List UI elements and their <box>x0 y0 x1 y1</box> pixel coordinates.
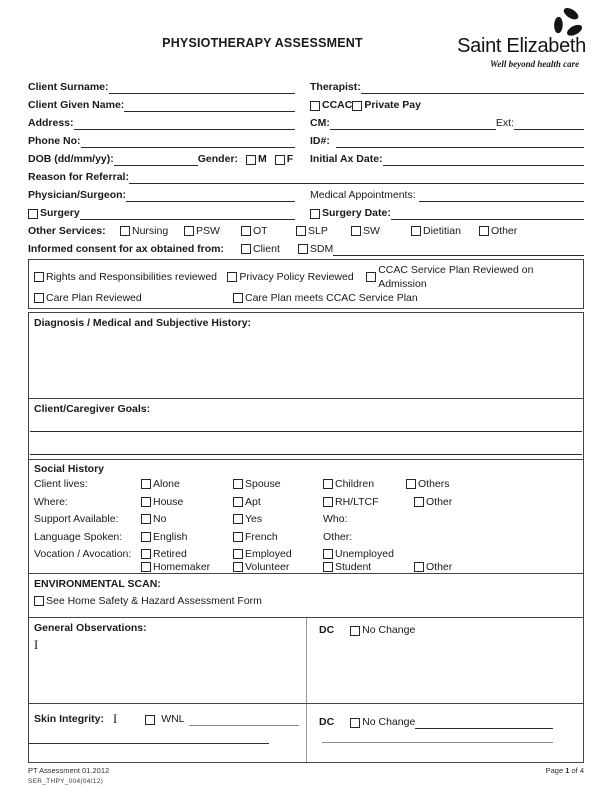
sw-label: SW <box>363 225 380 237</box>
alone-option <box>141 478 233 491</box>
skin-no-change-checkbox[interactable] <box>350 718 360 728</box>
service-dietitian-option <box>411 225 479 238</box>
general-observations-section <box>29 617 583 703</box>
review-row-2 <box>34 291 578 305</box>
id-label: ID#: <box>310 135 330 147</box>
rh-ltcf-label: RH/LTCF <box>335 495 379 508</box>
row-phone-id <box>28 130 584 148</box>
house-checkbox[interactable] <box>141 497 151 507</box>
ccac-service-plan-checkbox[interactable] <box>366 272 376 282</box>
reason-for-referral-field[interactable] <box>129 183 584 184</box>
psw-checkbox[interactable] <box>184 226 194 236</box>
where-row <box>34 496 578 509</box>
payer-group <box>310 99 584 112</box>
gender-f-checkbox[interactable] <box>275 155 285 165</box>
psw-label: PSW <box>196 225 220 237</box>
service-psw-option <box>184 225 241 238</box>
skin-no-change-field[interactable] <box>415 728 553 729</box>
unemployed-checkbox[interactable] <box>323 549 333 559</box>
brand-name: Saint Elizabeth <box>457 35 586 57</box>
gender-m-checkbox[interactable] <box>246 155 256 165</box>
physician-surgeon-label: Physician/Surgeon: <box>28 189 127 201</box>
english-checkbox[interactable] <box>141 532 151 542</box>
others-checkbox[interactable] <box>406 479 416 489</box>
gender-m-label: M <box>258 153 267 165</box>
vocation-row-1 <box>34 548 578 561</box>
page-indicator <box>546 766 584 775</box>
ccac-checkbox[interactable] <box>310 101 320 111</box>
client-surname-label: Client Surname: <box>28 81 109 93</box>
care-plan-meets-label: Care Plan meets CCAC Service Plan <box>245 292 418 304</box>
diagnosis-section <box>29 313 583 398</box>
id-field[interactable] <box>336 147 584 148</box>
home-safety-label: See Home Safety & Hazard Assessment Form <box>46 595 262 607</box>
phone-no-label: Phone No: <box>28 135 81 147</box>
language-row <box>34 531 578 544</box>
care-plan-meets-option <box>233 291 418 305</box>
homemaker-checkbox[interactable] <box>141 562 151 572</box>
employed-option <box>233 548 323 561</box>
address-label: Address: <box>28 117 74 129</box>
initial-ax-date-field[interactable] <box>383 165 584 166</box>
other-service-checkbox[interactable] <box>479 226 489 236</box>
ext-field[interactable] <box>514 129 584 130</box>
other-services-label: Other Services: <box>28 225 106 237</box>
service-slp-option <box>296 225 351 238</box>
dc-label: DC <box>319 624 335 636</box>
initial-mark: I <box>34 638 39 652</box>
consent-client-option <box>241 243 280 256</box>
diagnosis-heading: Diagnosis / Medical and Subjective History: <box>34 317 252 329</box>
english-option <box>141 531 233 544</box>
ccac-service-plan-option <box>366 263 578 291</box>
ot-label: OT <box>253 225 268 237</box>
goals-section <box>29 398 583 459</box>
home-safety-option <box>34 595 578 607</box>
ext-label: Ext: <box>495 117 514 129</box>
service-other-option <box>479 225 517 238</box>
where-other-label: Other <box>426 495 453 508</box>
row-physician-appointments <box>28 184 584 202</box>
page-total: of 4 <box>569 766 584 775</box>
house-option <box>141 496 233 509</box>
row-surgery <box>28 202 584 220</box>
care-plan-reviewed-option <box>34 291 233 305</box>
french-checkbox[interactable] <box>233 532 243 542</box>
page-number: 1 <box>565 766 570 775</box>
children-checkbox[interactable] <box>323 479 333 489</box>
address-field[interactable] <box>74 129 295 130</box>
privacy-policy-checkbox[interactable] <box>227 272 237 282</box>
service-sw-option <box>351 225 411 238</box>
skin-integrity-heading: Skin Integrity: <box>34 713 105 725</box>
surgery-group <box>28 207 295 220</box>
environmental-scan-section <box>29 573 583 617</box>
gender-f-label: F <box>286 153 294 165</box>
row-reason <box>28 166 584 184</box>
retired-checkbox[interactable] <box>141 549 151 559</box>
therapist-label: Therapist: <box>310 81 361 93</box>
review-checklist-box <box>28 259 584 309</box>
ccac-service-plan-label: CCAC Service Plan Reviewed on Admission <box>378 264 534 290</box>
initial-ax-date-label: Initial Ax Date: <box>310 153 383 165</box>
where-label: Where: <box>34 495 68 508</box>
spouse-checkbox[interactable] <box>233 479 243 489</box>
consent-sdm-option <box>298 243 333 256</box>
consent-sdm-checkbox[interactable] <box>298 244 308 254</box>
support-yes-checkbox[interactable] <box>233 514 243 524</box>
medical-appointments-label: Medical Appointments: <box>310 189 419 201</box>
diagnosis-writein-area[interactable] <box>34 330 578 390</box>
ccac-label: CCAC <box>322 99 353 111</box>
surgery-field[interactable] <box>80 219 295 220</box>
client-given-name-label: Client Given Name: <box>28 99 125 111</box>
support-no-checkbox[interactable] <box>141 514 151 524</box>
general-observations-dc-panel[interactable] <box>306 618 583 703</box>
employed-label: Employed <box>245 548 292 560</box>
address-group <box>28 117 295 130</box>
homemaker-label: Homemaker <box>153 561 211 573</box>
client-lives-row <box>34 478 578 491</box>
rh-ltcf-checkbox[interactable] <box>323 497 333 507</box>
skin-initial-mark: I <box>113 712 118 726</box>
general-observations-initial-panel[interactable] <box>29 618 306 703</box>
page-title: PHYSIOTHERAPY ASSESSMENT <box>162 36 363 50</box>
client-surname-group <box>28 81 295 94</box>
assessment-sections-box <box>28 312 584 763</box>
spouse-option <box>233 478 323 491</box>
review-row-1 <box>34 263 578 291</box>
house-label: House <box>153 495 184 508</box>
client-given-name-field[interactable] <box>124 111 295 112</box>
others-label: Others <box>418 478 450 490</box>
unemployed-option <box>323 548 394 561</box>
row-surname-therapist <box>28 76 584 94</box>
unemployed-label: Unemployed <box>335 548 394 560</box>
dob-label: DOB (dd/mm/yy): <box>28 153 114 165</box>
apt-checkbox[interactable] <box>233 497 243 507</box>
surgery-date-group <box>310 207 584 220</box>
row-consent <box>28 238 584 256</box>
dob-gender-group <box>28 153 295 166</box>
support-no-label: No <box>153 513 167 525</box>
retired-label: Retired <box>153 548 187 560</box>
vocation-other-option <box>414 561 452 574</box>
alone-label: Alone <box>153 478 180 490</box>
slp-checkbox[interactable] <box>296 226 306 236</box>
private-pay-checkbox[interactable] <box>352 101 362 111</box>
care-plan-meets-checkbox[interactable] <box>233 293 243 303</box>
student-checkbox[interactable] <box>323 562 333 572</box>
cm-label: CM: <box>310 117 330 129</box>
rights-reviewed-label: Rights and Responsibilities reviewed <box>46 271 218 283</box>
english-label: English <box>153 530 188 543</box>
slp-label: SLP <box>308 225 328 237</box>
gen-no-change-label: No Change <box>362 624 416 636</box>
others-option <box>406 478 450 491</box>
employed-checkbox[interactable] <box>233 549 243 559</box>
surgery-date-checkbox[interactable] <box>310 209 320 219</box>
physician-surgeon-field[interactable] <box>126 201 295 202</box>
retired-option <box>141 548 233 561</box>
row-dob-axdate <box>28 148 584 166</box>
phone-no-field[interactable] <box>81 147 296 148</box>
skin-no-change-label: No Change <box>362 716 416 728</box>
vocation-other-checkbox[interactable] <box>414 562 424 572</box>
volunteer-label: Volunteer <box>245 561 290 573</box>
language-other-label: Other: <box>323 530 353 543</box>
support-yes-option <box>233 513 323 526</box>
goals-heading: Client/Caregiver Goals: <box>34 403 151 415</box>
skin-writein-line[interactable] <box>29 743 269 744</box>
consent-label: Informed consent for ax obtained from: <box>28 243 225 255</box>
client-lives-label: Client lives: <box>34 478 88 490</box>
wnl-label: WNL <box>161 713 185 725</box>
client-given-name-group <box>28 99 295 112</box>
gender-label: Gender: <box>197 153 239 165</box>
student-label: Student <box>335 561 372 573</box>
vocation-other-label: Other <box>426 561 453 573</box>
skin-integrity-initial-panel[interactable] <box>29 704 306 762</box>
support-row <box>34 513 578 526</box>
where-other-checkbox[interactable] <box>414 497 424 507</box>
physician-group <box>28 189 295 202</box>
homemaker-option <box>141 561 233 574</box>
id-group <box>310 135 584 148</box>
page-footer <box>28 766 584 785</box>
volunteer-checkbox[interactable] <box>233 562 243 572</box>
ot-checkbox[interactable] <box>241 226 251 236</box>
sw-checkbox[interactable] <box>351 226 361 236</box>
service-ot-option <box>241 225 296 238</box>
french-option <box>233 531 323 544</box>
wnl-checkbox[interactable] <box>145 715 155 725</box>
consent-client-label: Client <box>253 243 280 255</box>
alone-checkbox[interactable] <box>141 479 151 489</box>
skin-integrity-section <box>29 703 583 762</box>
general-observations-heading: General Observations: <box>34 622 147 634</box>
skin-dc-writein-line[interactable] <box>322 742 553 743</box>
row-address-cm <box>28 112 584 130</box>
surgery-checkbox[interactable] <box>28 209 38 219</box>
dietitian-checkbox[interactable] <box>411 226 421 236</box>
care-plan-reviewed-checkbox[interactable] <box>34 293 44 303</box>
home-safety-checkbox[interactable] <box>34 596 44 606</box>
other-service-label: Other <box>491 225 518 237</box>
privacy-policy-option <box>227 270 366 284</box>
service-nursing-option <box>120 225 184 238</box>
care-plan-reviewed-label: Care Plan Reviewed <box>46 292 142 304</box>
nursing-checkbox[interactable] <box>120 226 130 236</box>
consent-sdm-label: SDM <box>309 243 334 255</box>
skin-integrity-dc-panel[interactable] <box>306 704 583 762</box>
private-pay-label: Private Pay <box>364 99 421 111</box>
medical-appointments-group <box>310 189 584 202</box>
surgery-date-field[interactable] <box>391 219 584 220</box>
medical-appointments-field[interactable] <box>419 201 584 202</box>
cm-field[interactable] <box>330 129 496 130</box>
children-label: Children <box>335 478 375 490</box>
surgery-date-label: Surgery Date: <box>322 207 391 219</box>
footer-left <box>28 766 109 785</box>
goals-line-1[interactable] <box>30 431 582 432</box>
skin-dc-label: DC <box>319 716 335 728</box>
wnl-field[interactable] <box>189 725 299 726</box>
rights-reviewed-checkbox[interactable] <box>34 272 44 282</box>
social-history-section <box>29 459 583 573</box>
apt-label: Apt <box>245 495 261 508</box>
where-other-option <box>414 496 452 509</box>
children-option <box>323 478 406 491</box>
client-surname-field[interactable] <box>109 93 295 94</box>
rh-ltcf-option <box>323 496 406 509</box>
nursing-label: Nursing <box>132 225 169 237</box>
vocation-label: Vocation / Avocation: <box>34 548 132 560</box>
therapist-group <box>310 81 584 94</box>
form-code: SER_THPY_004(04/12) <box>28 778 104 785</box>
brand-block <box>457 6 586 69</box>
reason-for-referral-label: Reason for Referral: <box>28 171 129 183</box>
student-option <box>323 561 406 574</box>
phone-group <box>28 135 295 148</box>
apt-option <box>233 496 323 509</box>
social-history-heading: Social History <box>34 463 105 475</box>
row-other-services <box>28 220 584 238</box>
support-no-option <box>141 513 233 526</box>
surgery-label: Surgery <box>40 207 80 219</box>
document-id: PT Assessment 01.2012 <box>28 766 110 775</box>
privacy-policy-label: Privacy Policy Reviewed <box>239 271 354 283</box>
dob-field[interactable] <box>114 165 198 166</box>
spouse-label: Spouse <box>245 478 281 490</box>
row-givenname-payer <box>28 94 584 112</box>
page-word: Page <box>545 766 566 775</box>
goals-line-2[interactable] <box>30 454 582 455</box>
consent-sdm-field[interactable] <box>333 255 584 256</box>
volunteer-option <box>233 561 323 574</box>
environmental-scan-heading: ENVIRONMENTAL SCAN: <box>34 578 161 590</box>
brand-tagline: Well beyond health care <box>490 59 580 69</box>
consent-client-checkbox[interactable] <box>241 244 251 254</box>
support-available-label: Support Available: <box>34 513 119 525</box>
rights-reviewed-option <box>34 270 227 284</box>
dietitian-label: Dietitian <box>423 225 461 237</box>
french-label: French <box>245 530 278 543</box>
language-spoken-label: Language Spoken: <box>34 530 123 543</box>
therapist-field[interactable] <box>361 93 584 94</box>
support-yes-label: Yes <box>245 513 263 525</box>
form-content <box>28 76 584 785</box>
initial-ax-date-group <box>310 153 584 166</box>
gen-no-change-checkbox[interactable] <box>350 626 360 636</box>
cm-group <box>310 117 584 130</box>
who-label: Who: <box>323 513 348 525</box>
